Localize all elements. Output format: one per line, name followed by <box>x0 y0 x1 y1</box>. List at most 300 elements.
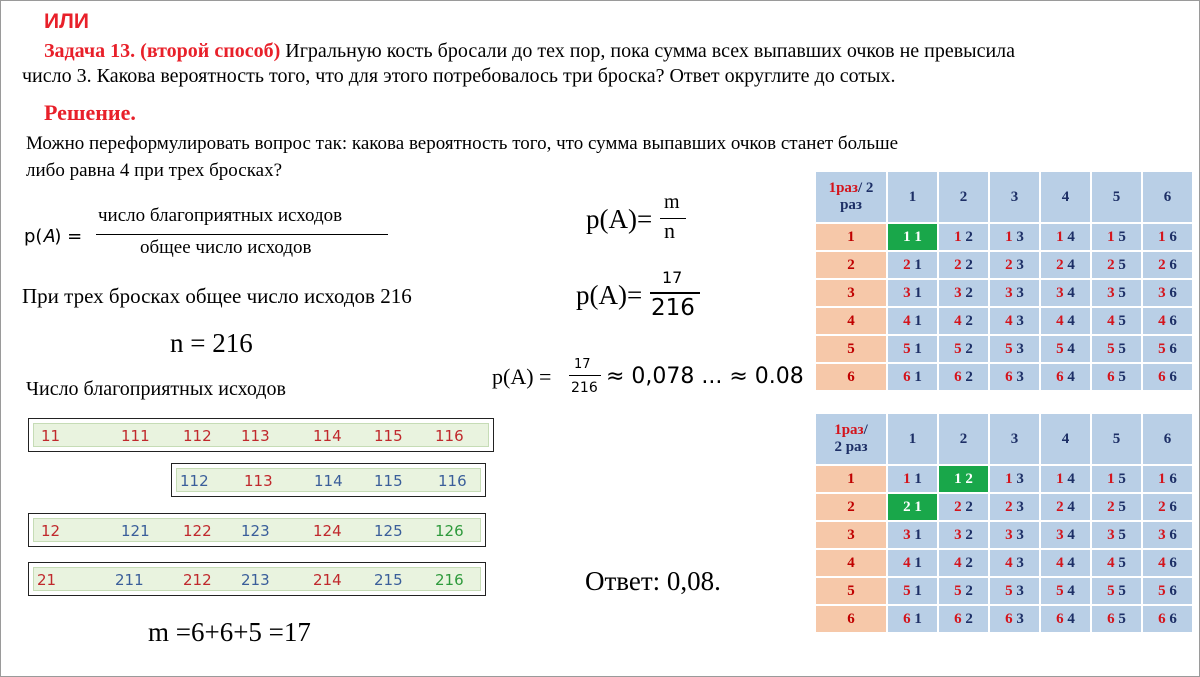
second-roll-value: 5 <box>1118 284 1126 301</box>
outcome-cell <box>1091 549 1142 577</box>
or-label: ИЛИ <box>44 10 89 33</box>
column-header: 4 <box>1040 171 1091 223</box>
table-row <box>815 465 1193 493</box>
first-roll-value: 2 <box>1158 498 1166 515</box>
first-roll-value: 3 <box>1005 526 1013 543</box>
favorable-outcome: 216 <box>435 571 464 589</box>
second-roll-value: 4 <box>1067 498 1075 515</box>
outcome-cell <box>989 223 1040 251</box>
outcome-cell <box>1142 251 1193 279</box>
first-roll-value: 1 <box>1107 470 1115 487</box>
outcome-cell <box>1091 279 1142 307</box>
second-roll-value: 4 <box>1067 368 1075 385</box>
first-roll-value: 2 <box>954 498 962 515</box>
first-roll-value: 4 <box>1005 554 1013 571</box>
favorable-outcome: 116 <box>435 427 464 445</box>
outcome-cell <box>1091 251 1142 279</box>
formula-fraction-bar <box>96 234 388 235</box>
formula-final-left: p(A) = <box>492 364 552 389</box>
probability-formula-left: p(𝐴) = <box>24 226 83 247</box>
first-roll-value: 1 <box>1005 470 1013 487</box>
first-roll-value: 5 <box>903 582 911 599</box>
outcome-cell <box>887 307 938 335</box>
outcome-cell <box>938 577 989 605</box>
second-roll-value: 5 <box>1118 228 1126 245</box>
outcome-cell <box>938 223 989 251</box>
favorable-outcome: 112 <box>180 472 209 490</box>
outcome-cell <box>989 521 1040 549</box>
row-header: 5 <box>815 335 887 363</box>
favorable-outcome: 112 <box>183 427 212 445</box>
second-roll-value: 2 <box>965 284 973 301</box>
outcome-cell <box>887 605 938 633</box>
first-roll-value: 1 <box>954 470 962 487</box>
first-roll-value: 3 <box>1107 526 1115 543</box>
first-roll-value: 3 <box>954 284 962 301</box>
outcome-cell <box>1142 223 1193 251</box>
row-header: 1 <box>815 223 887 251</box>
row-header: 6 <box>815 605 887 633</box>
outcome-cell <box>1142 465 1193 493</box>
second-roll-value: 1 <box>914 498 922 515</box>
second-roll-value: 6 <box>1169 340 1177 357</box>
second-roll-value: 5 <box>1118 498 1126 515</box>
first-roll-value: 2 <box>1158 256 1166 273</box>
outcomes-table-1 <box>814 170 1194 392</box>
outcome-cell <box>989 493 1040 521</box>
second-roll-value: 2 <box>965 526 973 543</box>
first-roll-value: 2 <box>1107 498 1115 515</box>
column-header: 3 <box>989 171 1040 223</box>
table-row <box>815 363 1193 391</box>
second-roll-value: 1 <box>914 554 922 571</box>
second-roll-value: 6 <box>1169 312 1177 329</box>
first-roll-value: 3 <box>1158 526 1166 543</box>
column-header: 5 <box>1091 171 1142 223</box>
row-header: 3 <box>815 279 887 307</box>
first-roll-value: 6 <box>954 368 962 385</box>
second-roll-value: 4 <box>1067 470 1075 487</box>
first-roll-value: 4 <box>1158 554 1166 571</box>
second-roll-value: 3 <box>1016 256 1024 273</box>
first-roll-value: 1 <box>903 470 911 487</box>
corner-slash: / <box>863 422 868 438</box>
second-roll-value: 6 <box>1169 284 1177 301</box>
favorable-outcome: 21 <box>37 571 57 589</box>
second-roll-value: 4 <box>1067 256 1075 273</box>
favorable-row <box>28 513 486 547</box>
second-roll-value: 4 <box>1067 610 1075 627</box>
first-roll-value: 4 <box>1005 312 1013 329</box>
favorable-outcomes-label: Число благоприятных исходов <box>26 378 286 400</box>
second-roll-value: 5 <box>1118 610 1126 627</box>
first-roll-value: 5 <box>1158 340 1166 357</box>
favorable-outcome: 215 <box>374 571 403 589</box>
first-roll-value: 6 <box>1158 368 1166 385</box>
favorable-outcome: 11 <box>41 427 61 445</box>
second-roll-value: 4 <box>1067 526 1075 543</box>
second-roll-value: 2 <box>965 228 973 245</box>
first-roll-value: 4 <box>903 554 911 571</box>
favorable-outcome: 123 <box>241 522 270 540</box>
first-roll-value: 1 <box>1107 228 1115 245</box>
outcome-cell <box>1040 465 1091 493</box>
first-roll-value: 2 <box>903 256 911 273</box>
first-roll-value: 4 <box>1056 554 1064 571</box>
second-roll-value: 1 <box>914 312 922 329</box>
formula-17-216-bar <box>650 292 700 294</box>
second-roll-value: 3 <box>1016 610 1024 627</box>
outcome-cell <box>887 493 938 521</box>
first-roll-value: 2 <box>1056 498 1064 515</box>
favorable-outcome: 125 <box>374 522 403 540</box>
first-roll-value: 3 <box>954 526 962 543</box>
second-roll-value: 2 <box>965 340 973 357</box>
row-header: 2 <box>815 251 887 279</box>
table-row <box>815 251 1193 279</box>
second-roll-value: 5 <box>1118 470 1126 487</box>
second-roll-value: 1 <box>914 526 922 543</box>
table-row <box>815 549 1193 577</box>
second-roll-value: 3 <box>1016 312 1024 329</box>
first-roll-value: 6 <box>1005 368 1013 385</box>
outcome-cell <box>1040 279 1091 307</box>
favorable-outcome: 114 <box>313 427 342 445</box>
outcome-cell <box>1040 363 1091 391</box>
table-row <box>815 307 1193 335</box>
outcome-cell <box>1142 605 1193 633</box>
outcome-cell <box>989 335 1040 363</box>
first-roll-value: 3 <box>1005 284 1013 301</box>
outcome-cell <box>1040 307 1091 335</box>
outcome-cell <box>938 251 989 279</box>
corner-second-roll: раз <box>840 197 862 213</box>
favorable-outcome: 116 <box>438 472 467 490</box>
first-roll-value: 5 <box>1107 582 1115 599</box>
second-roll-value: 4 <box>1067 312 1075 329</box>
outcome-cell <box>1091 577 1142 605</box>
second-roll-value: 4 <box>1067 554 1075 571</box>
outcome-cell <box>1040 577 1091 605</box>
second-roll-value: 3 <box>1016 554 1024 571</box>
reformulation-line2: либо равна 4 при трех бросках? <box>26 160 283 181</box>
outcome-cell <box>1142 363 1193 391</box>
favorable-outcome: 126 <box>435 522 464 540</box>
first-roll-value: 4 <box>903 312 911 329</box>
outcome-cell <box>1091 521 1142 549</box>
outcome-cell <box>989 363 1040 391</box>
favorable-outcome: 111 <box>121 427 150 445</box>
second-roll-value: 6 <box>1169 256 1177 273</box>
second-roll-value: 1 <box>914 368 922 385</box>
second-roll-value: 2 <box>965 256 973 273</box>
first-roll-value: 2 <box>1107 256 1115 273</box>
outcome-cell <box>1040 223 1091 251</box>
first-roll-value: 4 <box>954 312 962 329</box>
row-header: 5 <box>815 577 887 605</box>
second-roll-value: 2 <box>965 554 973 571</box>
outcome-cell <box>887 465 938 493</box>
second-roll-value: 4 <box>1067 284 1075 301</box>
first-roll-value: 3 <box>903 284 911 301</box>
first-roll-value: 1 <box>1056 228 1064 245</box>
first-roll-value: 5 <box>1107 340 1115 357</box>
answer: Ответ: 0,08. <box>585 566 721 596</box>
second-roll-value: 4 <box>1067 228 1075 245</box>
second-roll-value: 1 <box>914 610 922 627</box>
first-roll-value: 6 <box>903 610 911 627</box>
table-corner-header <box>815 413 887 465</box>
outcome-cell <box>1142 307 1193 335</box>
first-roll-value: 2 <box>1056 256 1064 273</box>
first-roll-value: 4 <box>1056 312 1064 329</box>
outcome-cell <box>887 251 938 279</box>
formula-denominator: общее число исходов <box>140 237 312 258</box>
first-roll-value: 5 <box>954 582 962 599</box>
table-row <box>815 605 1193 633</box>
table-corner-header <box>815 171 887 223</box>
favorable-row <box>28 562 486 596</box>
first-roll-value: 6 <box>1056 368 1064 385</box>
outcome-cell <box>1091 335 1142 363</box>
first-roll-value: 3 <box>1158 284 1166 301</box>
outcome-cell <box>887 363 938 391</box>
favorable-outcome: 213 <box>241 571 270 589</box>
outcome-cell <box>989 465 1040 493</box>
outcome-cell <box>1091 363 1142 391</box>
column-header: 4 <box>1040 413 1091 465</box>
first-roll-value: 6 <box>1107 610 1115 627</box>
corner-second-roll: 2 раз <box>834 439 868 455</box>
formula-216: 216 <box>651 295 695 321</box>
first-roll-value: 3 <box>1056 526 1064 543</box>
outcome-cell <box>1142 577 1193 605</box>
outcome-cell <box>938 307 989 335</box>
task-statement <box>44 38 1015 65</box>
outcome-cell <box>1040 335 1091 363</box>
second-roll-value: 3 <box>1016 582 1024 599</box>
row-header: 3 <box>815 521 887 549</box>
first-roll-value: 5 <box>1056 582 1064 599</box>
favorable-outcome: 211 <box>115 571 144 589</box>
first-roll-value: 1 <box>1005 228 1013 245</box>
favorable-outcome: 113 <box>244 472 273 490</box>
outcome-cell <box>938 549 989 577</box>
outcome-cell <box>938 605 989 633</box>
second-roll-value: 2 <box>965 582 973 599</box>
column-header: 3 <box>989 413 1040 465</box>
column-header: 6 <box>1142 171 1193 223</box>
table-row <box>815 577 1193 605</box>
formula-17: 17 <box>662 268 683 287</box>
m-equation: m =6+6+5 =17 <box>148 617 311 647</box>
outcome-cell <box>1091 493 1142 521</box>
outcome-cell <box>938 521 989 549</box>
first-roll-value: 1 <box>903 228 911 245</box>
outcome-cell <box>1142 335 1193 363</box>
outcome-cell <box>1091 465 1142 493</box>
row-header: 2 <box>815 493 887 521</box>
outcome-cell <box>1091 223 1142 251</box>
column-header: 1 <box>887 171 938 223</box>
second-roll-value: 1 <box>914 582 922 599</box>
second-roll-value: 5 <box>1118 526 1126 543</box>
second-roll-value: 6 <box>1169 470 1177 487</box>
second-roll-value: 1 <box>914 256 922 273</box>
favorable-row <box>171 463 486 497</box>
first-roll-value: 6 <box>1005 610 1013 627</box>
formula-pa-17-216: p(A)= <box>576 280 643 310</box>
favorable-outcome: 124 <box>313 522 342 540</box>
second-roll-value: 4 <box>1067 582 1075 599</box>
second-roll-value: 5 <box>1118 340 1126 357</box>
second-roll-value: 6 <box>1169 498 1177 515</box>
outcome-cell <box>989 577 1040 605</box>
row-header: 6 <box>815 363 887 391</box>
outcome-cell <box>887 549 938 577</box>
corner-slash: / 2 <box>857 180 874 196</box>
outcome-cell <box>989 307 1040 335</box>
table-row <box>815 335 1193 363</box>
column-header: 1 <box>887 413 938 465</box>
outcome-cell <box>1142 521 1193 549</box>
formula-final-bar <box>569 375 601 376</box>
second-roll-value: 6 <box>1169 228 1177 245</box>
outcome-cell <box>989 605 1040 633</box>
second-roll-value: 2 <box>965 368 973 385</box>
first-roll-value: 5 <box>1005 340 1013 357</box>
formula-final-num: 17 <box>574 357 591 372</box>
first-roll-value: 6 <box>1107 368 1115 385</box>
first-roll-value: 6 <box>1056 610 1064 627</box>
solution-heading: Решение. <box>44 100 136 125</box>
second-roll-value: 5 <box>1118 554 1126 571</box>
task-text-line2: число 3. Какова вероятность того, что для этого потребовалось три броска? Ответ округлите до сотых. <box>22 65 896 87</box>
column-header: 2 <box>938 171 989 223</box>
first-roll-value: 6 <box>903 368 911 385</box>
corner-first-roll: 1раз <box>828 180 858 196</box>
first-roll-value: 2 <box>1005 256 1013 273</box>
table-row <box>815 279 1193 307</box>
table-row <box>815 493 1193 521</box>
first-roll-value: 6 <box>954 610 962 627</box>
favorable-outcome: 121 <box>121 522 150 540</box>
favorable-outcome: 115 <box>374 427 403 445</box>
second-roll-value: 5 <box>1118 368 1126 385</box>
first-roll-value: 4 <box>1107 312 1115 329</box>
first-roll-value: 1 <box>1056 470 1064 487</box>
first-roll-value: 1 <box>1158 470 1166 487</box>
second-roll-value: 1 <box>914 470 922 487</box>
first-roll-value: 4 <box>1158 312 1166 329</box>
second-roll-value: 3 <box>1016 228 1024 245</box>
outcome-cell <box>1040 605 1091 633</box>
first-roll-value: 5 <box>903 340 911 357</box>
formula-m: m <box>664 191 680 213</box>
first-roll-value: 3 <box>903 526 911 543</box>
outcome-cell <box>887 335 938 363</box>
outcome-cell <box>938 493 989 521</box>
first-roll-value: 2 <box>1005 498 1013 515</box>
first-roll-value: 5 <box>954 340 962 357</box>
row-header: 4 <box>815 307 887 335</box>
n-equation: n = 216 <box>170 328 253 358</box>
favorable-row <box>28 418 494 452</box>
formula-n: n <box>664 218 675 243</box>
favorable-outcome: 114 <box>314 472 343 490</box>
table-row <box>815 521 1193 549</box>
formula-final-result: ≈ 0,078 ... ≈ 0.08 <box>606 364 804 389</box>
second-roll-value: 1 <box>914 284 922 301</box>
second-roll-value: 3 <box>1016 526 1024 543</box>
formula-numerator: число благоприятных исходов <box>98 205 343 226</box>
second-roll-value: 5 <box>1118 256 1126 273</box>
table-row <box>815 223 1193 251</box>
row-header: 1 <box>815 465 887 493</box>
first-roll-value: 5 <box>1158 582 1166 599</box>
column-header: 5 <box>1091 413 1142 465</box>
outcome-cell <box>1091 605 1142 633</box>
first-roll-value: 1 <box>1158 228 1166 245</box>
outcome-cell <box>1040 251 1091 279</box>
total-outcomes-text: При трех бросках общее число исходов 216 <box>22 284 412 308</box>
reformulation-line1: Можно переформулировать вопрос так: какова вероятность того, что сумма выпавших очков станет больше <box>26 133 899 154</box>
first-roll-value: 5 <box>1056 340 1064 357</box>
outcome-cell <box>938 465 989 493</box>
second-roll-value: 3 <box>1016 340 1024 357</box>
formula-pa-m-n: p(A)= <box>586 204 653 234</box>
first-roll-value: 3 <box>1107 284 1115 301</box>
task-label: Задача 13. (второй способ) <box>44 40 281 62</box>
second-roll-value: 5 <box>1118 312 1126 329</box>
second-roll-value: 1 <box>914 340 922 357</box>
first-roll-value: 3 <box>1056 284 1064 301</box>
task-text: Игральную кость бросали до тех пор, пока сумма всех выпавших очков не превысила <box>285 40 1016 62</box>
outcome-cell <box>1142 493 1193 521</box>
first-roll-value: 1 <box>954 228 962 245</box>
second-roll-value: 1 <box>914 228 922 245</box>
outcome-cell <box>1040 521 1091 549</box>
outcomes-table-2 <box>814 412 1194 634</box>
second-roll-value: 2 <box>965 498 973 515</box>
second-roll-value: 3 <box>1016 284 1024 301</box>
second-roll-value: 2 <box>965 610 973 627</box>
outcome-cell <box>887 577 938 605</box>
favorable-outcome: 214 <box>313 571 342 589</box>
second-roll-value: 6 <box>1169 582 1177 599</box>
favorable-outcome: 115 <box>374 472 403 490</box>
second-roll-value: 2 <box>965 312 973 329</box>
first-roll-value: 4 <box>1107 554 1115 571</box>
outcome-cell <box>938 279 989 307</box>
outcome-cell <box>887 223 938 251</box>
first-roll-value: 5 <box>1005 582 1013 599</box>
second-roll-value: 5 <box>1118 582 1126 599</box>
favorable-outcome: 113 <box>241 427 270 445</box>
first-roll-value: 4 <box>954 554 962 571</box>
column-header: 6 <box>1142 413 1193 465</box>
second-roll-value: 2 <box>965 470 973 487</box>
outcome-cell <box>989 279 1040 307</box>
row-header: 4 <box>815 549 887 577</box>
outcome-cell <box>1040 549 1091 577</box>
outcome-cell <box>989 549 1040 577</box>
outcome-cell <box>938 363 989 391</box>
outcome-cell <box>1142 279 1193 307</box>
second-roll-value: 6 <box>1169 526 1177 543</box>
outcome-cell <box>938 335 989 363</box>
outcome-cell <box>887 279 938 307</box>
